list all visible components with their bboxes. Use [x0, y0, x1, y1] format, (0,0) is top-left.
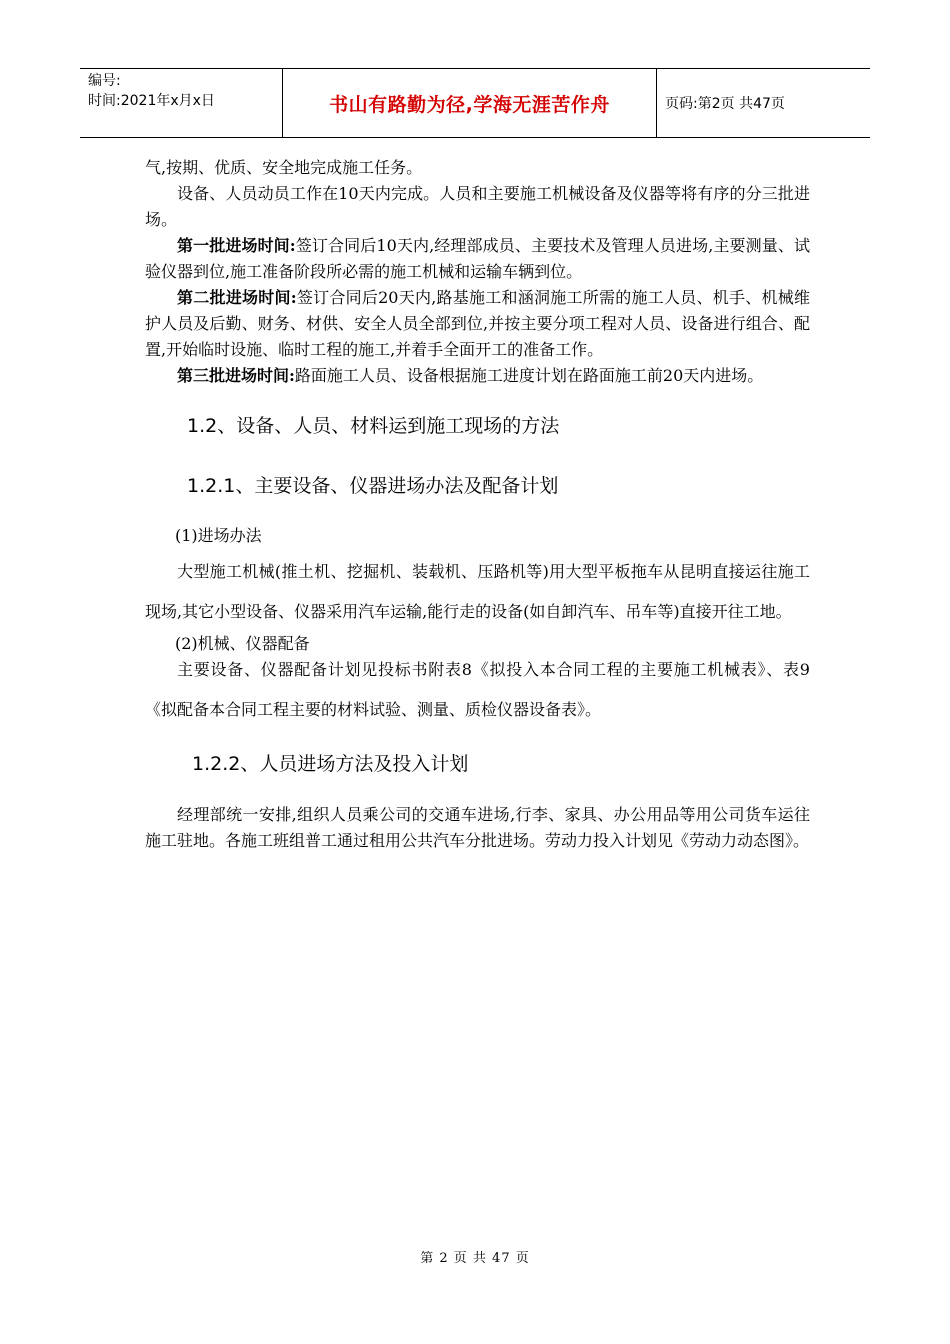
header-meta — [80, 69, 283, 137]
subheading-equipment: (2)机械、仪器配备 — [175, 634, 310, 653]
paragraph-continuation: 气,按期、优质、安全地完成施工任务。 — [145, 158, 423, 177]
document-number-label: 编号: — [88, 73, 121, 89]
document-body — [145, 155, 810, 854]
header-slogan-cell — [283, 69, 657, 137]
subheading-method: (1)进场办法 — [175, 526, 262, 545]
page-header — [80, 68, 870, 138]
heading-1-2-1: 1.2.1、主要设备、仪器进场办法及配备计划 — [187, 475, 559, 497]
paragraph-staff: 经理部统一安排,组织人员乘公司的交通车进场,行李、家具、办公用品等用公司货车运往施工驻地。各施工班组普工通过租用公共汽车分批进场。劳动力投入计划见《劳动力动态图》。 — [145, 805, 810, 850]
paragraph-batch-3 — [145, 363, 810, 389]
heading-1-2: 1.2、设备、人员、材料运到施工现场的方法 — [187, 415, 560, 437]
header-page-info — [657, 69, 870, 137]
batch-2-text: 签订合同后20天内,路基施工和涵洞施工所需的施工人员、机手、机械维护人员及后勤、财务、材供、安全人员全部到位,并按主要分项工程对人员、设备进行组合、配置,开始临时设施、临时工程的施工,并着手全面开工的准备工作。 — [145, 288, 810, 359]
page-info-text: 页码:第2页 共47页 — [665, 96, 785, 112]
header-slogan: 书山有路勤为径,学海无涯苦作舟 — [329, 93, 610, 116]
page-footer — [0, 1247, 950, 1266]
batch-1-label: 第一批进场时间: — [177, 236, 296, 255]
document-date: 时间:2021年x月x日 — [88, 93, 215, 109]
paragraph-batch-1 — [145, 233, 810, 285]
paragraph-mobilization: 设备、人员动员工作在10天内完成。人员和主要施工机械设备及仪器等将有序的分三批进场。 — [145, 184, 810, 229]
paragraph-method: 大型施工机械(推土机、挖掘机、装载机、压路机等)用大型平板拖车从昆明直接运往施工现场,其它小型设备、仪器采用汽车运输,能行走的设备(如自卸汽车、吊车等)直接开往工地。 — [145, 562, 810, 621]
footer-page-number: 第 2 页 共 47 页 — [420, 1251, 530, 1266]
heading-1-2-2: 1.2.2、人员进场方法及投入计划 — [192, 753, 469, 775]
batch-3-text: 路面施工人员、设备根据施工进度计划在路面施工前20天内进场。 — [294, 366, 764, 385]
paragraph-batch-2 — [145, 285, 810, 363]
paragraph-equipment: 主要设备、仪器配备计划见投标书附表8《拟投入本合同工程的主要施工机械表》、表9《拟配备本合同工程主要的材料试验、测量、质检仪器设备表》。 — [145, 660, 810, 719]
batch-1-text: 签订合同后10天内,经理部成员、主要技术及管理人员进场,主要测量、试验仪器到位,施工准备阶段所必需的施工机械和运输车辆到位。 — [145, 236, 810, 281]
batch-3-label: 第三批进场时间: — [177, 366, 295, 385]
batch-2-label: 第二批进场时间: — [177, 288, 297, 307]
